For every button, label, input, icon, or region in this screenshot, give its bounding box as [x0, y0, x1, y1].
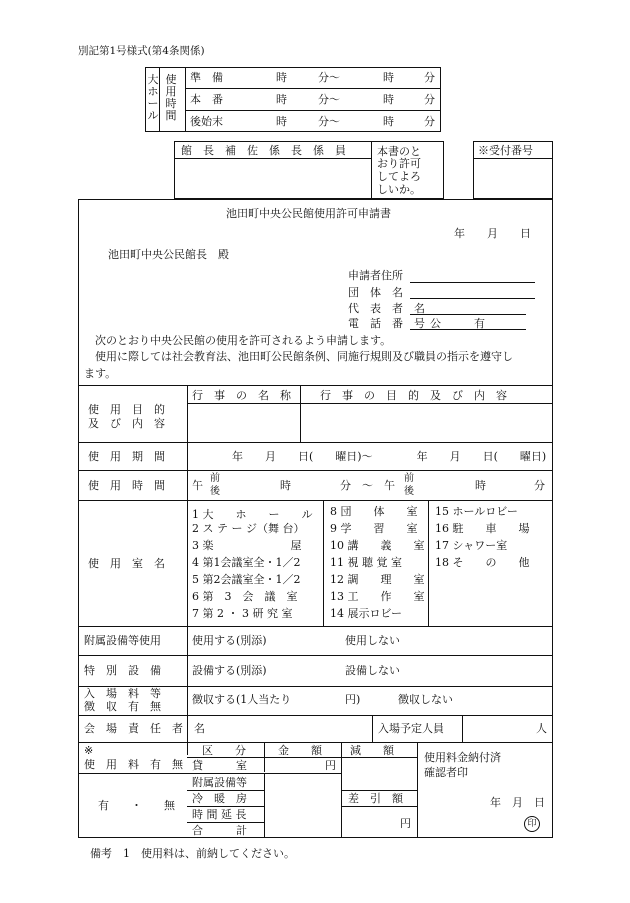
main-hour: 時 — [276, 93, 287, 106]
special-use: 設備する(別添) — [192, 664, 267, 677]
receipt-label: ※受付番号 — [478, 144, 533, 157]
time-hour: 時 — [280, 479, 291, 492]
approval-note-1: 本書のと — [377, 145, 421, 158]
rooms-col1-1: 1 大 ホ ー ル — [192, 508, 313, 521]
phone-label: 電 話 番 号 — [348, 317, 425, 330]
time-before-2: 前 — [404, 473, 414, 484]
cleanup-minute: 分～ — [318, 115, 340, 128]
rooms-col2-3: 10 講 義 室 — [330, 539, 425, 552]
rooms-col1-7: 7 第 2 ・ 3 研 究 室 — [192, 607, 293, 620]
fee-col-category: 区 分 — [202, 744, 246, 757]
net-yen: 円 — [400, 817, 411, 830]
address-label: 申請者住所 — [348, 269, 403, 282]
approval-note-2: おり許可 — [377, 157, 421, 170]
rooms-col1-3: 3 楽 屋 — [192, 539, 302, 552]
fee-yen: 円) — [345, 693, 361, 706]
body-line-3: ます。 — [84, 367, 117, 380]
fee-row-total: 合 計 — [192, 824, 247, 837]
net-label: 差 引 額 — [348, 792, 403, 805]
equip-use: 使用する(別添) — [192, 634, 267, 647]
rooms-col1-4: 4 第1会議室全・1／2 — [192, 556, 301, 569]
rooms-col2-4: 11 視 聴 覚 室 — [330, 556, 402, 569]
rooms-col1-5: 5 第2会議室全・1／2 — [192, 573, 301, 586]
paid-date: 年 月 日 — [490, 796, 545, 809]
form-reference: 別記第1号様式(第4条関係) — [78, 45, 205, 57]
manager-label: 会 場 責 任 者 名 — [84, 722, 205, 735]
time-after-2: 後 — [404, 486, 414, 497]
hall-label: 大ホール — [147, 73, 159, 122]
rooms-col1-2: 2 ス テ ー ジ（舞 台） — [192, 522, 305, 535]
event-purpose-header: 行 事 の 目 的 及 び 内 容 — [320, 389, 507, 402]
rooms-col3-1: 15 ホールロビー — [435, 505, 518, 518]
main-minute: 分～ — [318, 93, 340, 106]
seal-stamp: 印 — [524, 816, 540, 832]
rooms-col2-2: 9 学 習 室 — [330, 522, 418, 535]
fee-row-extend: 時 間 延 長 — [192, 808, 247, 821]
cleanup-minute2: 分 — [424, 115, 435, 128]
usage-label: 使 用 料 有 無 — [84, 758, 183, 771]
equip-label: 附属設備等使用 — [84, 634, 161, 647]
fee-collect: 徴収する(1人当たり — [192, 693, 292, 706]
rooms-col2-1: 8 団 体 室 — [330, 505, 418, 518]
time-before: 前 — [210, 473, 220, 484]
special-nouse: 設備しない — [345, 664, 400, 677]
prep-hour: 時 — [276, 71, 287, 84]
fee-col-reduction: 減 額 — [350, 744, 394, 757]
expected-label: 入場予定人員 — [378, 722, 444, 735]
fee-nocollect: 徴収しない — [398, 693, 453, 706]
fee-row-equip: 附属設備等 — [192, 776, 247, 789]
rooms-col2-6: 13 工 作 室 — [330, 590, 425, 603]
rooms-col3-4: 18 そ の 他 — [435, 556, 530, 569]
rep-label: 代 表 者 名 — [348, 302, 425, 315]
expected-unit: 人 — [536, 722, 547, 735]
time-am-label: 午 — [192, 479, 203, 492]
usage-mark: ※ — [84, 744, 94, 757]
prep-minute2: 分 — [424, 71, 435, 84]
body-line-1: 次のとおり中央公民館の使用を許可されるよう申請します。 — [95, 334, 392, 347]
cleanup-label: 後始末 — [190, 115, 223, 128]
purpose-label-1: 使 用 目 的 — [88, 403, 165, 416]
application-date: 年 月 日 — [454, 227, 531, 240]
time-min: 分 ～ 午 — [340, 479, 395, 492]
usage-time-label: 使用時間 — [165, 73, 177, 122]
paid-label-1: 使用料金納付済 — [424, 751, 501, 764]
prep-minute: 分～ — [318, 71, 340, 84]
rooms-col3-2: 16 駐 車 場 — [435, 522, 530, 535]
main-label: 本 番 — [190, 93, 223, 106]
fee-row-rental-yen: 円 — [325, 759, 336, 772]
fee-row-aircon: 冷 暖 房 — [192, 792, 247, 805]
equip-nouse: 使用しない — [345, 634, 400, 647]
fee-label-2: 徴 収 有 無 — [84, 700, 161, 713]
time-hour-2: 時 — [475, 479, 486, 492]
approval-header: 館 長 補 佐 係 長 係 員 — [181, 144, 346, 157]
addressee: 池田町中央公民館長 殿 — [108, 248, 229, 261]
cleanup-hour2: 時 — [383, 115, 394, 128]
rooms-label: 使 用 室 名 — [88, 557, 165, 570]
cleanup-hour: 時 — [276, 115, 287, 128]
body-line-2: 使用に際しては社会教育法、池田町公民館条例、同施行規則及び職員の指示を遵守し — [95, 350, 513, 363]
purpose-label-2: 及 び 内 容 — [88, 417, 165, 430]
paid-label-2: 確認者印 — [424, 766, 468, 779]
time-after: 後 — [210, 486, 220, 497]
time-min-2: 分 — [534, 479, 545, 492]
main-hour2: 時 — [383, 93, 394, 106]
prep-hour2: 時 — [383, 71, 394, 84]
period-label: 使 用 期 間 — [88, 450, 165, 463]
yes-no: 有 ・ 無 — [98, 799, 175, 812]
approval-note-4: しいか。 — [377, 183, 421, 196]
period-value: 年 月 日( 曜日)～ 年 月 日( 曜日) — [232, 450, 547, 463]
fee-col-amount: 金 額 — [278, 744, 322, 757]
event-name-header: 行 事 の 名 称 — [192, 389, 291, 402]
rooms-col2-5: 12 調 理 室 — [330, 573, 425, 586]
org-label: 団 体 名 — [348, 286, 403, 299]
rooms-col1-6: 6 第 3 会 議 室 — [192, 590, 298, 603]
rooms-col2-7: 14 展示ロビー — [330, 607, 403, 620]
prep-label: 準 備 — [190, 71, 223, 84]
form-title: 池田町中央公民館使用許可申請書 — [226, 207, 391, 220]
rooms-col3-3: 17 シャワー室 — [435, 539, 508, 552]
approval-note-3: してよろ — [377, 170, 421, 183]
remarks: 備考 1 使用料は、前納してください。 — [90, 847, 295, 860]
main-minute2: 分 — [424, 93, 435, 106]
time-label: 使 用 時 間 — [88, 479, 165, 492]
phone-value: 公 有 — [430, 317, 485, 330]
fee-row-rental: 貸 室 — [192, 759, 247, 772]
fee-label-1: 入 場 料 等 — [84, 687, 161, 700]
special-label: 特 別 設 備 — [84, 664, 161, 677]
